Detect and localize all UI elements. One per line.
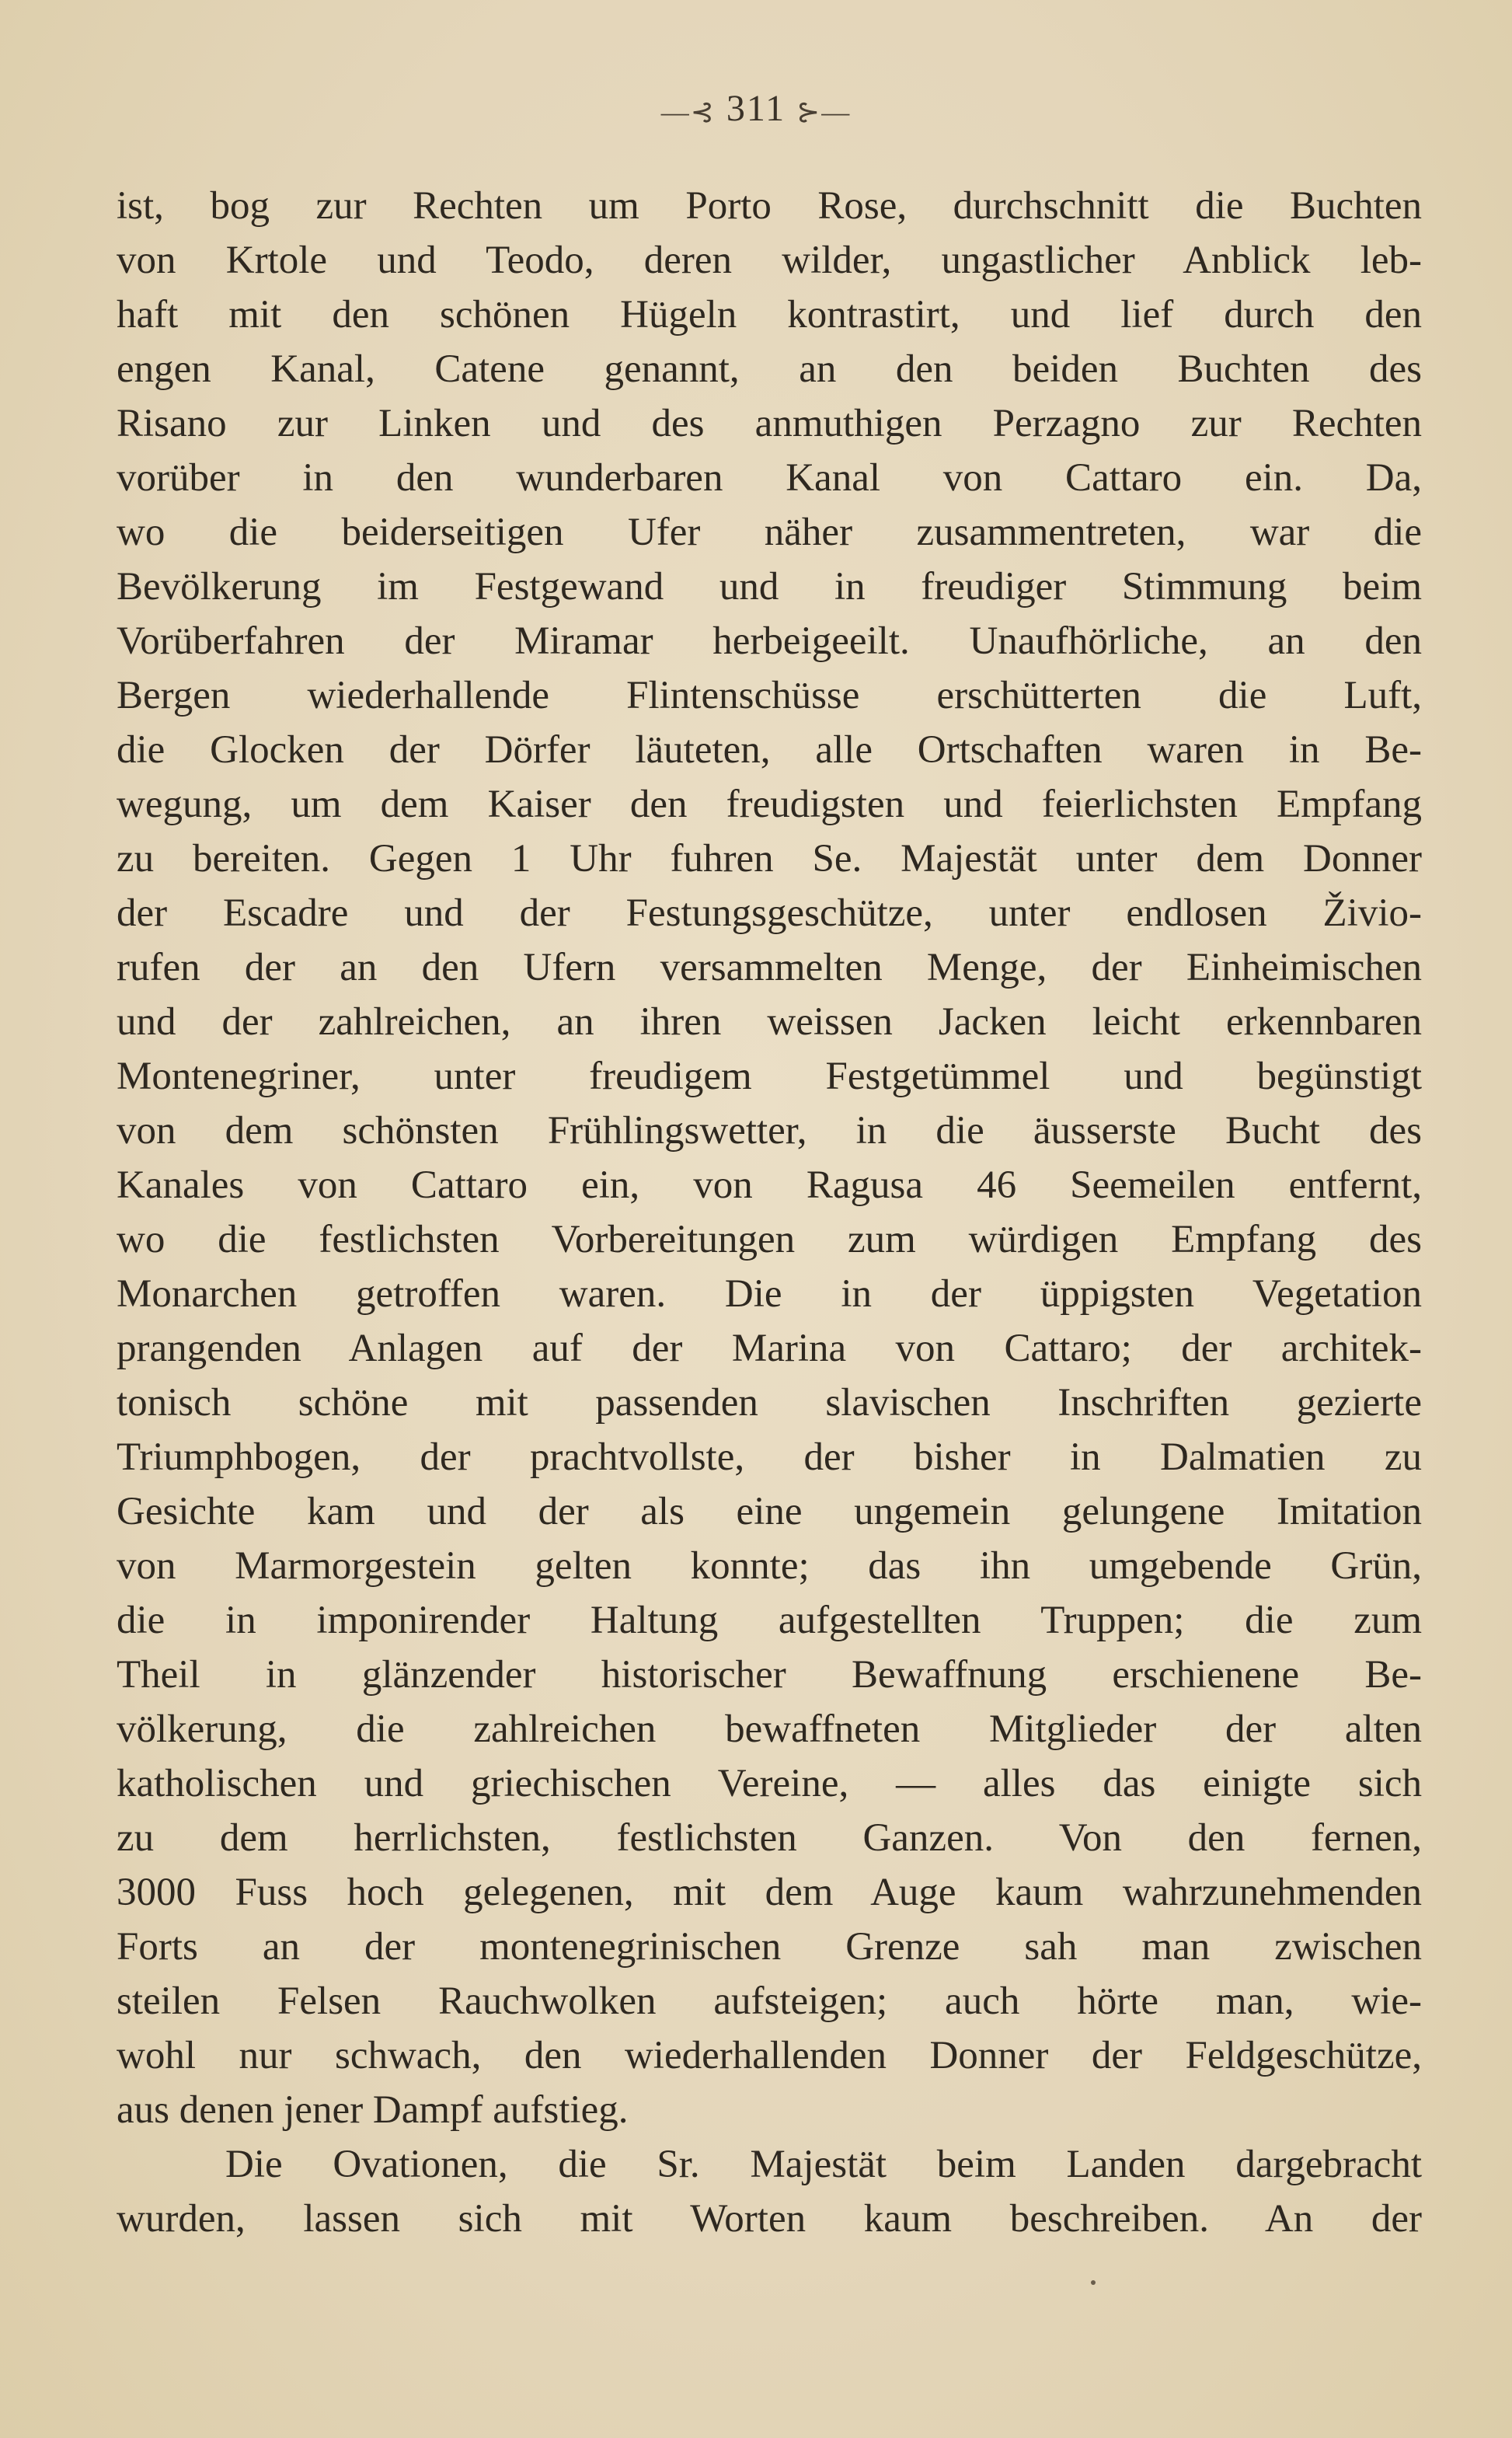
- text-line: wurden, lassen sich mit Worten kaum beschreiben. An der: [117, 2197, 1422, 2241]
- text-line: wo die beiderseitigen Ufer näher zusammentreten, war die: [117, 511, 1422, 554]
- text-line: Vorüberfahren der Miramar herbeigeeilt. Unaufhörliche, an den: [117, 619, 1422, 663]
- text-line: Gesichte kam und der als eine ungemein gelungene Imitation: [117, 1490, 1422, 1533]
- text-line: Die Ovationen, die Sr. Majestät beim Landen dargebracht: [225, 2143, 1422, 2186]
- text-line: von Krtole und Teodo, deren wilder, ungastlicher Anblick leb-: [117, 239, 1422, 282]
- body-text: [117, 179, 1422, 2246]
- text-line: prangenden Anlagen auf der Marina von Cattaro; der architek-: [117, 1327, 1422, 1370]
- text-line: die Glocken der Dörfer läuteten, alle Ortschaften waren in Be-: [117, 728, 1422, 772]
- text-line: zu bereiten. Gegen 1 Uhr fuhren Se. Majestät unter dem Donner: [117, 837, 1422, 881]
- text-line: tonisch schöne mit passenden slavischen Inschriften gezierte: [117, 1381, 1422, 1425]
- text-line: aus denen jener Dampf aufstieg.: [117, 2088, 629, 2132]
- text-line: Theil in glänzender historischer Bewaffnung erschienene Be-: [117, 1653, 1422, 1697]
- text-line: ist, bog zur Rechten um Porto Rose, durchschnitt die Buchten: [117, 184, 1422, 228]
- text-line: wohl nur schwach, den wiederhallenden Donner der Feldgeschütze,: [117, 2034, 1422, 2077]
- text-line: steilen Felsen Rauchwolken aufsteigen; auch hörte man, wie-: [117, 1979, 1422, 2023]
- text-line: Montenegriner, unter freudigem Festgetümmel und begünstigt: [117, 1055, 1422, 1098]
- text-line: von dem schönsten Frühlingswetter, in die äusserste Bucht des: [117, 1109, 1422, 1153]
- text-line: vorüber in den wunderbaren Kanal von Cattaro ein. Da,: [117, 456, 1422, 500]
- text-line: Kanales von Cattaro ein, von Ragusa 46 Seemeilen entfernt,: [117, 1163, 1422, 1207]
- text-line: Risano zur Linken und des anmuthigen Perzagno zur Rechten: [117, 402, 1422, 445]
- text-line: Triumphbogen, der prachtvollste, der bisher in Dalmatien zu: [117, 1435, 1422, 1479]
- text-line: der Escadre und der Festungsgeschütze, unter endlosen Živio-: [117, 891, 1422, 935]
- right-ornament-icon: ⊱—: [796, 96, 852, 127]
- left-ornament-icon: —⊰: [660, 96, 716, 127]
- text-line: von Marmorgestein gelten konnte; das ihn umgebende Grün,: [117, 1544, 1422, 1588]
- text-line: haft mit den schönen Hügeln kontrastirt, und lief durch den: [117, 293, 1422, 337]
- text-line: 3000 Fuss hoch gelegenen, mit dem Auge kaum wahrzunehmenden: [117, 1871, 1422, 1914]
- text-line: völkerung, die zahlreichen bewaffneten Mitglieder der alten: [117, 1707, 1422, 1751]
- text-line: Forts an der montenegrinischen Grenze sah man zwischen: [117, 1925, 1422, 1969]
- text-line: Bergen wiederhallende Flintenschüsse erschütterten die Luft,: [117, 674, 1422, 717]
- text-line: engen Kanal, Catene genannt, an den beiden Buchten des: [117, 347, 1422, 391]
- text-line: Bevölkerung im Festgewand und in freudiger Stimmung beim: [117, 565, 1422, 609]
- text-line: wegung, um dem Kaiser den freudigsten und feierlichsten Empfang: [117, 783, 1422, 826]
- paper-speck: [1091, 2280, 1096, 2285]
- text-line: Monarchen getroffen waren. Die in der üppigsten Vegetation: [117, 1272, 1422, 1316]
- text-line: wo die festlichsten Vorbereitungen zum würdigen Empfang des: [117, 1218, 1422, 1261]
- text-line: zu dem herrlichsten, festlichsten Ganzen. Von den fernen,: [117, 1816, 1422, 1860]
- text-line: rufen der an den Ufern versammelten Menge, der Einheimischen: [117, 946, 1422, 989]
- page-header: [0, 84, 1512, 134]
- text-line: die in imponirender Haltung aufgestellten Truppen; die zum: [117, 1599, 1422, 1642]
- text-line: katholischen und griechischen Vereine, — alles das einigte sich: [117, 1762, 1422, 1805]
- text-line: und der zahlreichen, an ihren weissen Jacken leicht erkennbaren: [117, 1000, 1422, 1044]
- page-number: 311: [726, 88, 786, 129]
